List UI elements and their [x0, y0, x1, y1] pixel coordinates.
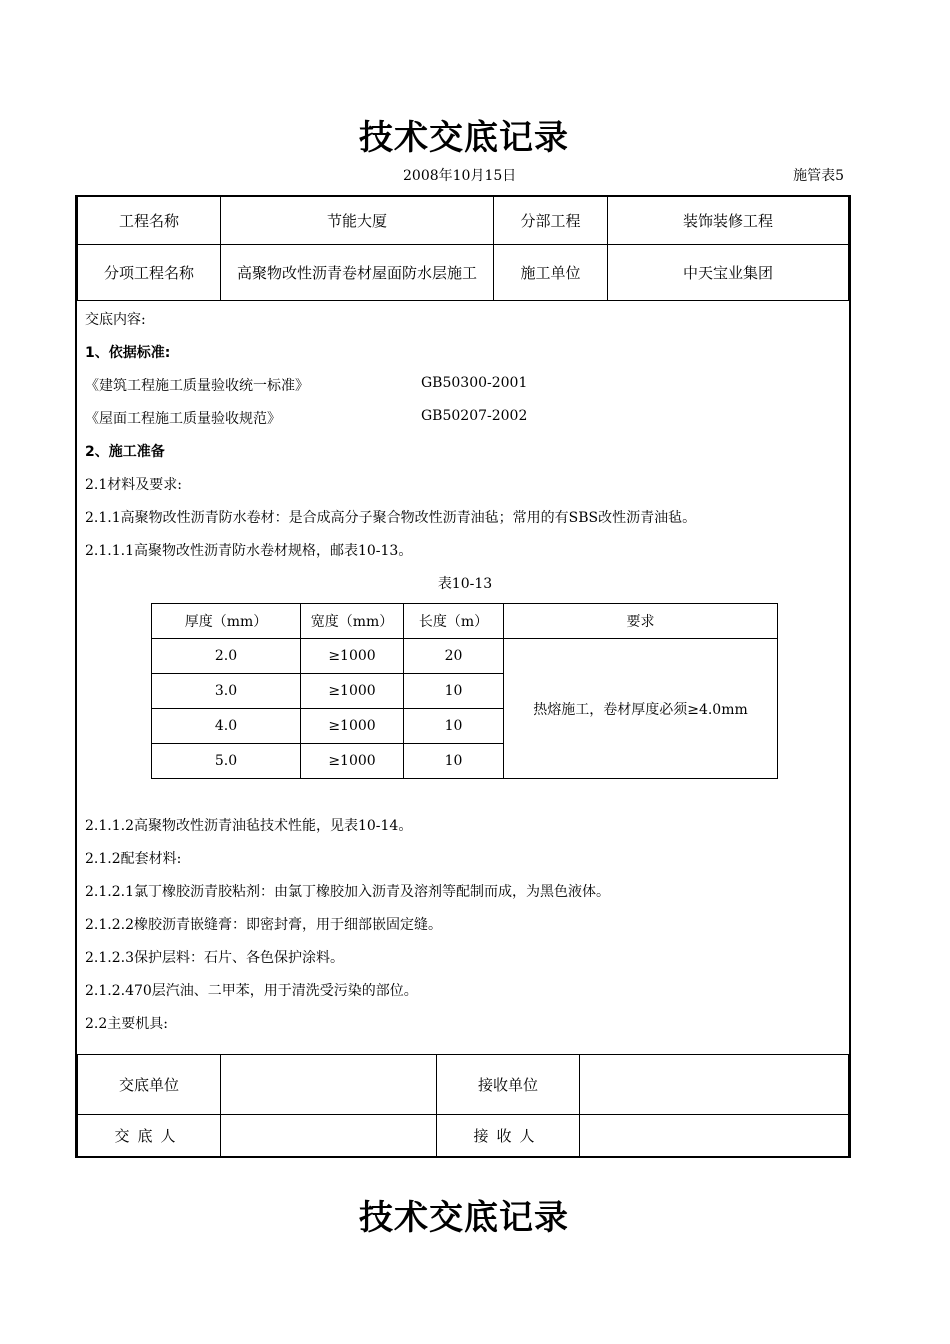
- paragraph-2-1-2-1: 2.1.2.1氯丁橡胶沥青胶粘剂：由氯丁橡胶加入沥青及溶剂等配制而成，为黑色液体。: [85, 884, 610, 900]
- content-intro: 交底内容:: [85, 312, 146, 328]
- header-row-subitem: [78, 245, 849, 301]
- paragraph-2-2: 2.2主要机具:: [85, 1016, 168, 1032]
- paragraph-2-1-1-1: 2.1.1.1高聚物改性沥青防水卷材规格，邮表10-13。: [85, 543, 413, 559]
- spec-length: 10: [404, 674, 504, 709]
- table-caption: 表10-13: [437, 576, 493, 592]
- spec-width: ≥1000: [301, 639, 404, 674]
- header-row-project: [78, 197, 849, 245]
- standard-2-code: GB50207-2002: [421, 408, 528, 424]
- standard-1-code: GB50300-2001: [421, 375, 528, 391]
- spec-thickness: 5.0: [152, 744, 301, 779]
- handover-unit-value[interactable]: [221, 1055, 437, 1115]
- standard-1-name: 《建筑工程施工质量验收统一标准》: [85, 378, 309, 394]
- paragraph-2-1: 2.1材料及要求:: [85, 477, 182, 493]
- page-title: 技术交底记录: [359, 118, 569, 158]
- record-date: 2008年10月15日: [403, 168, 517, 184]
- signature-row-person: [78, 1115, 849, 1157]
- paragraph-2-1-2-2: 2.1.2.2橡胶沥青嵌缝膏：即密封膏，用于细部嵌固定缝。: [85, 917, 442, 933]
- paragraph-2-1-2-3: 2.1.2.3保护层料：石片、各色保护涂料。: [85, 950, 344, 966]
- spec-thickness: 4.0: [152, 709, 301, 744]
- spec-table: [151, 603, 778, 779]
- spec-thickness: 2.0: [152, 639, 301, 674]
- subitem-label: 分项工程名称: [78, 245, 221, 301]
- receiver-unit-label: 接收单位: [437, 1055, 580, 1115]
- handover-unit-label: 交底单位: [78, 1055, 221, 1115]
- contractor-value: 中天宝业集团: [608, 245, 849, 301]
- spec-row: [152, 639, 778, 674]
- spec-header-length: 长度（m）: [404, 604, 504, 639]
- receiver-unit-value[interactable]: [580, 1055, 849, 1115]
- spec-header-row: [152, 604, 778, 639]
- handover-person-label: 交底人: [78, 1115, 221, 1157]
- spec-header-requirement: 要求: [504, 604, 778, 639]
- spec-width: ≥1000: [301, 709, 404, 744]
- subitem-value: 高聚物改性沥青卷材屋面防水层施工: [221, 245, 494, 301]
- signature-row-unit: [78, 1055, 849, 1115]
- section-1-heading: 1、依据标准:: [85, 345, 171, 361]
- project-name-label: 工程名称: [78, 197, 221, 245]
- spec-width: ≥1000: [301, 674, 404, 709]
- spec-length: 10: [404, 744, 504, 779]
- paragraph-2-1-1-2: 2.1.1.2高聚物改性沥青油毡技术性能，见表10-14。: [85, 818, 413, 834]
- signature-table: [77, 1054, 849, 1157]
- spec-length: 10: [404, 709, 504, 744]
- page-title-repeat: 技术交底记录: [359, 1198, 569, 1238]
- contractor-label: 施工单位: [494, 245, 608, 301]
- record-frame: [75, 195, 851, 1158]
- spec-requirement: 热熔施工，卷材厚度必须≥4.0mm: [504, 639, 778, 779]
- receiver-person-value[interactable]: [580, 1115, 849, 1157]
- section-2-heading: 2、施工准备: [85, 444, 165, 460]
- division-label: 分部工程: [494, 197, 608, 245]
- project-name-value: 节能大厦: [221, 197, 494, 245]
- paragraph-2-1-2: 2.1.2配套材料:: [85, 851, 182, 867]
- form-number: 施管表5: [793, 168, 844, 184]
- spec-header-width: 宽度（mm）: [301, 604, 404, 639]
- spec-width: ≥1000: [301, 744, 404, 779]
- spec-thickness: 3.0: [152, 674, 301, 709]
- standard-2-name: 《屋面工程施工质量验收规范》: [85, 411, 281, 427]
- paragraph-2-1-1: 2.1.1高聚物改性沥青防水卷材：是合成高分子聚合物改性沥青油毡；常用的有SBS改性沥青油毡。: [85, 510, 697, 526]
- spec-length: 20: [404, 639, 504, 674]
- division-value: 装饰装修工程: [608, 197, 849, 245]
- receiver-person-label: 接收人: [437, 1115, 580, 1157]
- handover-person-value[interactable]: [221, 1115, 437, 1157]
- header-table: [77, 196, 849, 301]
- paragraph-2-1-2-4: 2.1.2.470层汽油、二甲苯，用于清洗受污染的部位。: [85, 983, 418, 999]
- spec-header-thickness: 厚度（mm）: [152, 604, 301, 639]
